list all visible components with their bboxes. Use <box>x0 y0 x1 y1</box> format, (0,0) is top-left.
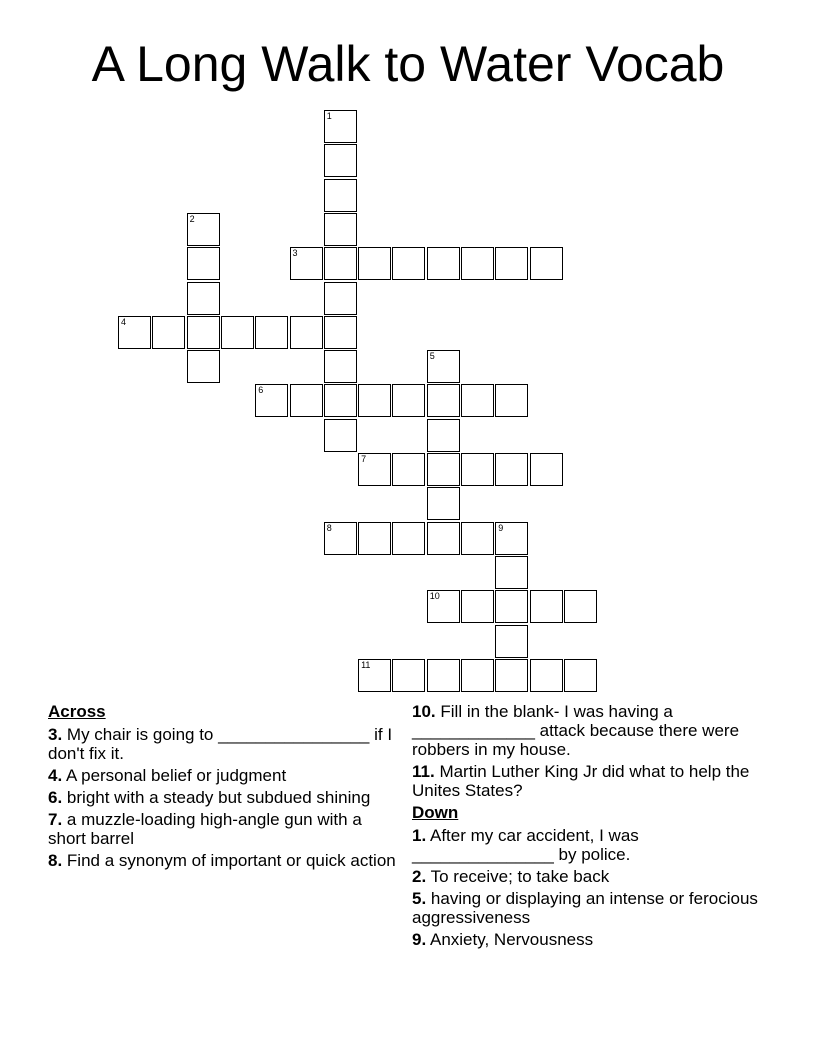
clue-item <box>412 826 767 864</box>
clue-number-label: 2 <box>189 213 195 224</box>
grid-cell[interactable] <box>427 384 460 417</box>
grid-cell[interactable] <box>187 247 220 280</box>
clue-number: 3. <box>48 725 63 744</box>
grid-cell[interactable] <box>324 316 357 349</box>
clue-text: A personal belief or judgment <box>65 766 287 785</box>
clue-number-label: 10 <box>429 591 440 602</box>
grid-cell[interactable] <box>324 419 357 452</box>
across-clue-list <box>48 725 403 870</box>
grid-cell[interactable] <box>427 247 460 280</box>
grid-cell[interactable] <box>187 213 220 246</box>
down-clue-list <box>412 826 767 949</box>
clue-text: My chair is going to ________________ if I don't fix it. <box>48 725 393 763</box>
grid-cell[interactable] <box>187 350 220 383</box>
grid-cell[interactable] <box>530 453 563 486</box>
clue-number-label: 11 <box>361 659 371 670</box>
grid-cell[interactable] <box>427 350 460 383</box>
grid-cell[interactable] <box>324 522 357 555</box>
grid-cell[interactable] <box>290 247 323 280</box>
grid-cell[interactable] <box>324 213 357 246</box>
clue-text: having or displaying an intense or ferocious aggressiveness <box>412 889 758 927</box>
clues-right-column <box>412 702 767 952</box>
grid-cell[interactable] <box>564 659 597 692</box>
grid-cell[interactable] <box>392 659 425 692</box>
grid-cell[interactable] <box>495 659 528 692</box>
grid-cell[interactable] <box>358 453 391 486</box>
grid-cell[interactable] <box>495 384 528 417</box>
grid-cell[interactable] <box>495 590 528 623</box>
grid-cell[interactable] <box>290 384 323 417</box>
clue-item <box>48 788 403 807</box>
grid-cell[interactable] <box>290 316 323 349</box>
clue-number-label: 5 <box>429 351 435 362</box>
clue-text: After my car accident, I was _______________ by police. <box>412 826 639 864</box>
clue-number-label: 4 <box>121 316 127 327</box>
clue-text: To receive; to take back <box>430 867 610 886</box>
grid-cell[interactable] <box>324 110 357 143</box>
across-clue-list-continued <box>412 702 767 800</box>
grid-cell[interactable] <box>187 316 220 349</box>
grid-cell[interactable] <box>392 384 425 417</box>
grid-cell[interactable] <box>461 590 494 623</box>
clue-number-label: 1 <box>326 111 332 121</box>
clue-number: 6. <box>48 788 63 807</box>
grid-cell[interactable] <box>427 419 460 452</box>
clue-number: 10. <box>412 702 436 721</box>
grid-cell[interactable] <box>461 522 494 555</box>
clue-text: Anxiety, Nervousness <box>429 930 594 949</box>
clue-number: 9. <box>412 930 427 949</box>
grid-cell[interactable] <box>495 453 528 486</box>
grid-cell[interactable] <box>461 384 494 417</box>
grid-cell[interactable] <box>461 659 494 692</box>
grid-cell[interactable] <box>324 144 357 177</box>
grid-cell[interactable] <box>392 522 425 555</box>
grid-cell[interactable] <box>530 247 563 280</box>
grid-cell[interactable] <box>564 590 597 623</box>
grid-cell[interactable] <box>358 384 391 417</box>
grid-cell[interactable] <box>495 522 528 555</box>
clue-item <box>412 867 767 886</box>
clue-item <box>412 762 767 800</box>
clue-text: Find a synonym of important or quick action <box>66 851 396 870</box>
clue-number: 7. <box>48 810 63 829</box>
grid-cell[interactable] <box>324 282 357 315</box>
grid-cell[interactable] <box>187 282 220 315</box>
grid-cell[interactable] <box>118 316 151 349</box>
grid-cell[interactable] <box>461 453 494 486</box>
clue-text: Fill in the blank- I was having a _____________ attack because there were robbers in my house. <box>412 702 740 759</box>
grid-cell[interactable] <box>427 659 460 692</box>
down-heading: Down <box>412 803 459 822</box>
grid-cell[interactable] <box>461 247 494 280</box>
grid-cell[interactable] <box>324 247 357 280</box>
clue-number: 2. <box>412 867 427 886</box>
clue-number-label: 7 <box>361 454 367 464</box>
grid-cell[interactable] <box>495 247 528 280</box>
clue-number: 5. <box>412 889 427 908</box>
grid-cell[interactable] <box>392 453 425 486</box>
grid-cell[interactable] <box>221 316 254 349</box>
clue-number: 8. <box>48 851 63 870</box>
clue-item <box>412 889 767 927</box>
grid-cell[interactable] <box>427 522 460 555</box>
grid-cell[interactable] <box>324 179 357 212</box>
grid-cell[interactable] <box>495 556 528 589</box>
clue-item <box>48 725 403 763</box>
grid-cell[interactable] <box>358 247 391 280</box>
clue-item <box>412 930 767 949</box>
clue-item <box>48 851 403 870</box>
grid-cell[interactable] <box>358 522 391 555</box>
clue-item <box>412 702 767 759</box>
grid-cell[interactable] <box>392 247 425 280</box>
clue-number-label: 8 <box>326 522 332 533</box>
grid-cell[interactable] <box>255 316 288 349</box>
clue-item <box>48 766 403 785</box>
grid-cell[interactable] <box>427 487 460 520</box>
grid-cell[interactable] <box>358 659 391 692</box>
grid-cell[interactable] <box>152 316 185 349</box>
clue-number: 11. <box>412 762 435 781</box>
page-title: A Long Walk to Water Vocab <box>91 36 725 92</box>
clue-text: Martin Luther King Jr did what to help the Unites States? <box>412 762 750 800</box>
clue-number-label: 3 <box>292 248 298 259</box>
clue-item <box>48 810 403 848</box>
clue-number: 1. <box>412 826 427 845</box>
clue-number: 4. <box>48 766 63 785</box>
grid-cell[interactable] <box>324 384 357 417</box>
grid-cell[interactable] <box>255 384 288 417</box>
clue-number-label: 9 <box>498 522 504 533</box>
clue-text: bright with a steady but subdued shining <box>66 788 371 807</box>
grid-cell[interactable] <box>530 590 563 623</box>
grid-cell[interactable] <box>530 659 563 692</box>
grid-cell[interactable] <box>324 350 357 383</box>
clue-text: a muzzle-loading high-angle gun with a short barrel <box>48 810 362 848</box>
clues-left-column <box>48 702 403 873</box>
grid-cell[interactable] <box>427 453 460 486</box>
clue-number-label: 6 <box>258 385 264 396</box>
grid-cell[interactable] <box>427 590 460 623</box>
across-heading: Across <box>48 702 106 721</box>
grid-cell[interactable] <box>495 625 528 658</box>
